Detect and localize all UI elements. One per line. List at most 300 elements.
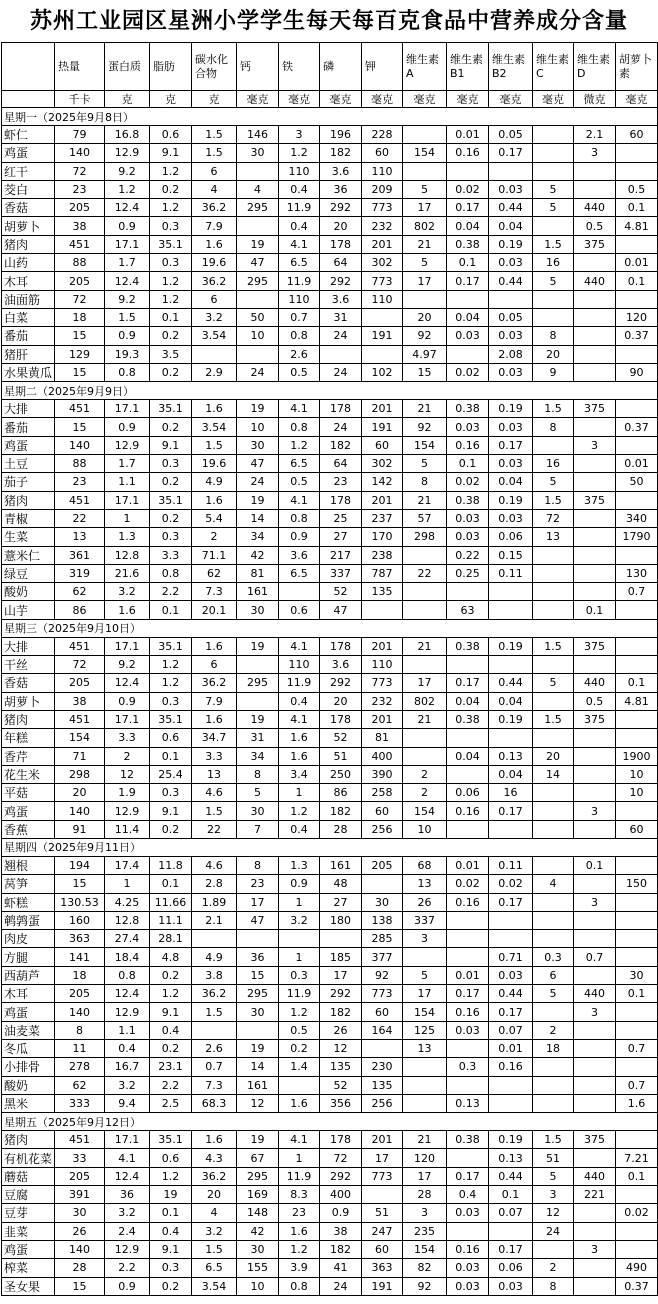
nutrient-value: 72 bbox=[55, 162, 105, 180]
nutrient-value: 12.9 bbox=[105, 436, 150, 454]
nutrient-value: 20 bbox=[533, 345, 574, 363]
nutrient-value: 23 bbox=[55, 473, 105, 491]
nutrient-value: 1.3 bbox=[279, 856, 320, 874]
nutrient-value: 1.2 bbox=[150, 985, 192, 1003]
nutrient-value: 0.03 bbox=[447, 327, 489, 345]
nutrient-value bbox=[447, 1222, 489, 1240]
table-row bbox=[2, 473, 658, 491]
nutrient-value: 185 bbox=[320, 948, 362, 966]
nutrient-value: 201 bbox=[362, 491, 403, 509]
nutrient-value: 0.44 bbox=[489, 1167, 533, 1185]
nutrient-value: 120 bbox=[616, 308, 658, 326]
nutrient-value: 140 bbox=[55, 144, 105, 162]
nutrient-value: 57 bbox=[403, 509, 447, 527]
nutrient-value: 36.2 bbox=[192, 1167, 237, 1185]
table-row bbox=[2, 875, 658, 893]
table-row bbox=[2, 509, 658, 527]
nutrient-value: 0.9 bbox=[320, 1204, 362, 1222]
nutrient-value: 0.2 bbox=[150, 418, 192, 436]
nutrient-value bbox=[574, 455, 616, 473]
table-row bbox=[2, 436, 658, 454]
nutrient-value bbox=[237, 162, 279, 180]
nutrient-value: 1.5 bbox=[192, 1240, 237, 1258]
nutrient-value bbox=[616, 656, 658, 674]
nutrient-value: 8 bbox=[533, 327, 574, 345]
nutrient-value: 0.04 bbox=[447, 308, 489, 326]
nutrient-value: 201 bbox=[362, 400, 403, 418]
nutrient-value: 10 bbox=[616, 784, 658, 802]
nutrient-value: 400 bbox=[362, 747, 403, 765]
nutrient-value: 0.17 bbox=[489, 802, 533, 820]
nutrient-value: 23 bbox=[55, 180, 105, 198]
nutrient-value: 0.4 bbox=[447, 1186, 489, 1204]
nutrient-value: 0.2 bbox=[150, 473, 192, 491]
table-row bbox=[2, 546, 658, 564]
nutrient-value: 2 bbox=[403, 784, 447, 802]
nutrient-value: 14 bbox=[237, 1058, 279, 1076]
nutrient-value bbox=[403, 729, 447, 747]
nutrient-value: 0.16 bbox=[447, 893, 489, 911]
nutrient-value: 4.1 bbox=[279, 637, 320, 655]
nutrient-value: 36.2 bbox=[192, 985, 237, 1003]
nutrient-value: 154 bbox=[403, 436, 447, 454]
nutrient-value: 110 bbox=[362, 290, 403, 308]
nutrient-value: 295 bbox=[237, 199, 279, 217]
nutrient-value: 72 bbox=[55, 290, 105, 308]
nutrient-value bbox=[403, 126, 447, 144]
nutrient-value: 3 bbox=[403, 930, 447, 948]
nutrient-value: 110 bbox=[362, 162, 403, 180]
nutrient-value bbox=[574, 930, 616, 948]
nutrient-value: 0.16 bbox=[489, 1058, 533, 1076]
nutrient-value bbox=[616, 1021, 658, 1039]
nutrient-value: 60 bbox=[362, 144, 403, 162]
nutrient-value: 4 bbox=[533, 875, 574, 893]
nutrient-value: 19 bbox=[237, 400, 279, 418]
nutrient-value: 24 bbox=[320, 363, 362, 381]
nutrient-value: 2.2 bbox=[150, 583, 192, 601]
nutrient-value: 490 bbox=[616, 1259, 658, 1277]
nutrient-value: 33 bbox=[55, 1149, 105, 1167]
unit-cell: 毫克 bbox=[279, 91, 320, 108]
food-name: 榨菜 bbox=[2, 1259, 55, 1277]
nutrient-value bbox=[447, 765, 489, 783]
nutrient-value: 0.6 bbox=[150, 729, 192, 747]
nutrient-value: 3.3 bbox=[150, 546, 192, 564]
table-row bbox=[2, 1149, 658, 1167]
nutrient-value: 19 bbox=[237, 235, 279, 253]
nutrient-value: 440 bbox=[574, 272, 616, 290]
nutrient-value: 15 bbox=[237, 966, 279, 984]
nutrient-value: 0.1 bbox=[150, 875, 192, 893]
nutrient-value bbox=[574, 1039, 616, 1057]
food-name: 木耳 bbox=[2, 272, 55, 290]
nutrient-value: 191 bbox=[362, 1277, 403, 1295]
nutrient-value: 0.9 bbox=[279, 875, 320, 893]
column-header: 胡萝卜素 bbox=[616, 43, 658, 91]
nutrient-value: 9.1 bbox=[150, 1003, 192, 1021]
nutrient-value: 0.03 bbox=[489, 966, 533, 984]
nutrient-value: 292 bbox=[320, 674, 362, 692]
nutrient-value: 21 bbox=[403, 710, 447, 728]
nutrient-value: 0.2 bbox=[150, 966, 192, 984]
table-row bbox=[2, 1222, 658, 1240]
nutrient-value: 1.2 bbox=[150, 674, 192, 692]
nutrient-value: 92 bbox=[403, 327, 447, 345]
nutrient-value bbox=[403, 583, 447, 601]
nutrient-value bbox=[447, 930, 489, 948]
nutrient-value: 5 bbox=[403, 966, 447, 984]
nutrient-value: 0.8 bbox=[105, 363, 150, 381]
nutrient-value: 1 bbox=[279, 893, 320, 911]
nutrient-value bbox=[192, 345, 237, 363]
nutrient-value: 182 bbox=[320, 144, 362, 162]
nutrient-value: 130 bbox=[616, 564, 658, 582]
nutrient-value: 196 bbox=[320, 126, 362, 144]
nutrient-value: 375 bbox=[574, 710, 616, 728]
nutrient-value: 1.7 bbox=[105, 455, 150, 473]
nutrient-value: 92 bbox=[362, 966, 403, 984]
nutrient-value: 13 bbox=[55, 528, 105, 546]
nutrient-value: 9.1 bbox=[150, 436, 192, 454]
food-name: 山芋 bbox=[2, 601, 55, 619]
table-row bbox=[2, 710, 658, 728]
nutrient-value: 92 bbox=[403, 418, 447, 436]
table-row bbox=[2, 1167, 658, 1185]
nutrient-value: 86 bbox=[55, 601, 105, 619]
nutrient-value: 140 bbox=[55, 436, 105, 454]
day-section-header bbox=[2, 619, 658, 637]
nutrient-value: 24 bbox=[237, 473, 279, 491]
nutrient-value: 1.6 bbox=[279, 747, 320, 765]
nutrient-value: 47 bbox=[237, 254, 279, 272]
nutrient-value: 3 bbox=[574, 1003, 616, 1021]
nutrient-value: 18.4 bbox=[105, 948, 150, 966]
nutrient-value bbox=[237, 345, 279, 363]
nutrient-value: 16 bbox=[533, 254, 574, 272]
nutrient-value: 390 bbox=[362, 765, 403, 783]
unit-cell: 毫克 bbox=[362, 91, 403, 108]
nutrient-value: 0.38 bbox=[447, 637, 489, 655]
nutrient-value: 0.19 bbox=[489, 1131, 533, 1149]
column-header: 磷 bbox=[320, 43, 362, 91]
nutrient-value: 292 bbox=[320, 1167, 362, 1185]
nutrient-value: 72 bbox=[533, 509, 574, 527]
nutrient-value: 5 bbox=[237, 784, 279, 802]
food-name: 猪肝 bbox=[2, 345, 55, 363]
nutrient-value: 0.5 bbox=[574, 217, 616, 235]
nutrient-value: 1.2 bbox=[150, 162, 192, 180]
nutrient-value bbox=[533, 1076, 574, 1094]
table-row bbox=[2, 254, 658, 272]
nutrient-value: 0.01 bbox=[447, 966, 489, 984]
unit-cell: 克 bbox=[192, 91, 237, 108]
nutrient-value bbox=[533, 546, 574, 564]
nutrient-value: 6.5 bbox=[279, 455, 320, 473]
nutrient-value: 0.2 bbox=[150, 820, 192, 838]
nutrient-value: 20 bbox=[55, 784, 105, 802]
nutrient-value: 1.89 bbox=[192, 893, 237, 911]
nutrient-value: 0.13 bbox=[447, 1094, 489, 1112]
nutrient-value: 17 bbox=[403, 272, 447, 290]
nutrient-value bbox=[616, 1240, 658, 1258]
day-label: 星期一（2025年9月8日） bbox=[2, 108, 658, 126]
nutrient-value: 12 bbox=[105, 765, 150, 783]
table-row bbox=[2, 985, 658, 1003]
table-row bbox=[2, 802, 658, 820]
nutrient-value: 68.3 bbox=[192, 1094, 237, 1112]
page-title: 苏州工业园区星洲小学学生每天每百克食品中营养成分含量 bbox=[29, 8, 628, 34]
nutrient-value: 20 bbox=[403, 308, 447, 326]
table-row bbox=[2, 1204, 658, 1222]
nutrient-value bbox=[447, 345, 489, 363]
nutrient-value: 0.03 bbox=[489, 455, 533, 473]
nutrient-value: 50 bbox=[616, 473, 658, 491]
nutrient-value: 205 bbox=[55, 199, 105, 217]
nutrient-value: 3 bbox=[574, 144, 616, 162]
nutrient-value: 0.04 bbox=[447, 692, 489, 710]
nutrient-value: 169 bbox=[237, 1186, 279, 1204]
nutrient-value: 27 bbox=[320, 528, 362, 546]
nutrient-value: 8.3 bbox=[279, 1186, 320, 1204]
nutrient-value: 1.5 bbox=[533, 491, 574, 509]
nutrient-value: 23 bbox=[320, 473, 362, 491]
nutrient-value: 164 bbox=[362, 1021, 403, 1039]
table-row bbox=[2, 1240, 658, 1258]
nutrient-value: 0.3 bbox=[447, 1058, 489, 1076]
food-name: 翘根 bbox=[2, 856, 55, 874]
food-name: 胡萝卜 bbox=[2, 217, 55, 235]
nutrient-value: 17 bbox=[403, 985, 447, 1003]
food-name: 香芹 bbox=[2, 747, 55, 765]
nutrient-value: 30 bbox=[237, 601, 279, 619]
nutrient-value: 0.04 bbox=[489, 473, 533, 491]
nutrient-value: 0.11 bbox=[489, 564, 533, 582]
nutrient-value: 0.19 bbox=[489, 235, 533, 253]
nutrient-value: 4.9 bbox=[192, 473, 237, 491]
table-row bbox=[2, 272, 658, 290]
nutrient-value: 110 bbox=[362, 656, 403, 674]
nutrient-value: 292 bbox=[320, 272, 362, 290]
nutrient-value bbox=[616, 930, 658, 948]
nutrient-value: 8 bbox=[533, 1277, 574, 1295]
nutrient-value: 21.6 bbox=[105, 564, 150, 582]
nutrient-value: 0.19 bbox=[489, 400, 533, 418]
nutrient-value: 0.8 bbox=[279, 1277, 320, 1295]
header-row bbox=[2, 43, 658, 91]
nutrient-value: 0.1 bbox=[150, 601, 192, 619]
nutrient-value: 135 bbox=[320, 1058, 362, 1076]
nutrient-value: 26 bbox=[55, 1222, 105, 1240]
nutrient-value: 0.8 bbox=[279, 509, 320, 527]
nutrient-value: 201 bbox=[362, 235, 403, 253]
nutrient-value: 0.17 bbox=[489, 1240, 533, 1258]
nutrient-value: 38 bbox=[55, 217, 105, 235]
nutrient-value bbox=[533, 1094, 574, 1112]
nutrient-value: 1.6 bbox=[192, 1131, 237, 1149]
column-header: 脂肪 bbox=[150, 43, 192, 91]
nutrient-value bbox=[362, 875, 403, 893]
nutrient-value bbox=[533, 126, 574, 144]
nutrient-value: 19 bbox=[237, 1131, 279, 1149]
nutrient-value: 5 bbox=[533, 1167, 574, 1185]
table-body bbox=[2, 108, 658, 1296]
nutrient-value: 18 bbox=[55, 966, 105, 984]
nutrient-value: 1.6 bbox=[192, 235, 237, 253]
nutrient-value: 27 bbox=[320, 893, 362, 911]
nutrient-value: 182 bbox=[320, 1003, 362, 1021]
nutrient-value bbox=[574, 656, 616, 674]
nutrient-value: 4 bbox=[237, 180, 279, 198]
nutrient-value: 17.1 bbox=[105, 637, 150, 655]
nutrient-value: 1 bbox=[279, 784, 320, 802]
nutrient-value: 230 bbox=[362, 1058, 403, 1076]
nutrient-value: 0.3 bbox=[150, 784, 192, 802]
nutrient-value: 3 bbox=[574, 802, 616, 820]
nutrient-value: 3.2 bbox=[192, 308, 237, 326]
table-row bbox=[2, 1131, 658, 1149]
nutrient-value: 1.2 bbox=[105, 180, 150, 198]
nutrient-value: 6.5 bbox=[279, 564, 320, 582]
nutrient-value: 0.9 bbox=[105, 692, 150, 710]
nutrient-value: 292 bbox=[320, 985, 362, 1003]
nutrient-value: 41 bbox=[320, 1259, 362, 1277]
nutrient-value: 182 bbox=[320, 1240, 362, 1258]
nutrient-value bbox=[574, 1021, 616, 1039]
nutrient-value bbox=[574, 1204, 616, 1222]
nutrient-value: 6 bbox=[192, 656, 237, 674]
nutrient-value: 86 bbox=[320, 784, 362, 802]
nutrient-value: 333 bbox=[55, 1094, 105, 1112]
nutrient-value: 140 bbox=[55, 802, 105, 820]
nutrient-value: 0.13 bbox=[489, 747, 533, 765]
nutrient-value: 0.17 bbox=[489, 436, 533, 454]
nutrient-value: 0.2 bbox=[150, 1039, 192, 1057]
nutrient-value: 12.8 bbox=[105, 911, 150, 929]
nutrient-value bbox=[574, 820, 616, 838]
nutrient-value: 17 bbox=[403, 199, 447, 217]
day-section-header bbox=[2, 382, 658, 400]
nutrient-value: 11.9 bbox=[279, 1167, 320, 1185]
nutrient-value: 0.4 bbox=[279, 180, 320, 198]
nutrient-value: 178 bbox=[320, 1131, 362, 1149]
nutrient-value: 0.04 bbox=[489, 217, 533, 235]
food-name: 冬瓜 bbox=[2, 1039, 55, 1057]
nutrient-value: 0.2 bbox=[279, 1039, 320, 1057]
nutrient-value: 363 bbox=[55, 930, 105, 948]
nutrient-value: 31 bbox=[320, 308, 362, 326]
nutrient-value: 1 bbox=[279, 1149, 320, 1167]
nutrient-value bbox=[533, 217, 574, 235]
nutrient-value: 1.6 bbox=[192, 491, 237, 509]
nutrient-value: 27.4 bbox=[105, 930, 150, 948]
nutrient-value: 4.8 bbox=[150, 948, 192, 966]
table-row bbox=[2, 784, 658, 802]
nutrient-value bbox=[533, 856, 574, 874]
table-row bbox=[2, 199, 658, 217]
nutrient-value: 15 bbox=[55, 327, 105, 345]
nutrient-value: 0.38 bbox=[447, 400, 489, 418]
nutrient-value: 1.1 bbox=[105, 1021, 150, 1039]
nutrient-value: 0.04 bbox=[489, 692, 533, 710]
nutrient-value bbox=[533, 802, 574, 820]
nutrient-value: 440 bbox=[574, 674, 616, 692]
nutrient-value: 1790 bbox=[616, 528, 658, 546]
nutrient-value: 2.5 bbox=[150, 1094, 192, 1112]
nutrient-value: 0.9 bbox=[279, 528, 320, 546]
nutrition-table bbox=[1, 42, 658, 1296]
nutrient-value: 79 bbox=[55, 126, 105, 144]
nutrient-value: 71 bbox=[55, 747, 105, 765]
nutrient-value: 205 bbox=[55, 985, 105, 1003]
nutrient-value: 1.6 bbox=[279, 1222, 320, 1240]
nutrient-value: 10 bbox=[237, 327, 279, 345]
nutrient-value: 256 bbox=[362, 820, 403, 838]
table-row bbox=[2, 656, 658, 674]
nutrient-value: 154 bbox=[403, 144, 447, 162]
nutrient-value: 228 bbox=[362, 126, 403, 144]
nutrient-value bbox=[533, 656, 574, 674]
nutrient-value: 30 bbox=[237, 1003, 279, 1021]
nutrient-value: 302 bbox=[362, 455, 403, 473]
nutrient-value: 72 bbox=[55, 656, 105, 674]
nutrient-value: 12.4 bbox=[105, 199, 150, 217]
table-row bbox=[2, 1094, 658, 1112]
nutrient-value: 6.5 bbox=[279, 254, 320, 272]
nutrient-value: 3.6 bbox=[320, 290, 362, 308]
food-name: 猪肉 bbox=[2, 235, 55, 253]
nutrient-value: 148 bbox=[237, 1204, 279, 1222]
nutrient-value: 201 bbox=[362, 637, 403, 655]
column-header: 钙 bbox=[237, 43, 279, 91]
nutrient-value: 0.03 bbox=[489, 363, 533, 381]
nutrient-value bbox=[279, 1076, 320, 1094]
nutrient-value: 8 bbox=[237, 765, 279, 783]
nutrient-value: 258 bbox=[362, 784, 403, 802]
food-name: 有机花菜 bbox=[2, 1149, 55, 1167]
nutrient-value bbox=[533, 583, 574, 601]
nutrient-value: 400 bbox=[320, 1186, 362, 1204]
nutrient-value: 0.9 bbox=[105, 1277, 150, 1295]
food-name: 油麦菜 bbox=[2, 1021, 55, 1039]
nutrient-value: 23 bbox=[237, 875, 279, 893]
nutrient-value: 802 bbox=[403, 692, 447, 710]
nutrient-value: 194 bbox=[55, 856, 105, 874]
nutrient-value: 0.1 bbox=[574, 601, 616, 619]
nutrient-value: 1.6 bbox=[192, 710, 237, 728]
nutrient-value: 5 bbox=[533, 272, 574, 290]
nutrient-value bbox=[574, 290, 616, 308]
nutrient-value: 161 bbox=[320, 856, 362, 874]
nutrient-value: 8 bbox=[55, 1021, 105, 1039]
nutrient-value bbox=[403, 948, 447, 966]
nutrient-value: 48 bbox=[320, 875, 362, 893]
nutrient-value: 375 bbox=[574, 637, 616, 655]
nutrient-value: 154 bbox=[403, 1003, 447, 1021]
nutrient-value: 182 bbox=[320, 436, 362, 454]
nutrient-value: 2 bbox=[533, 1259, 574, 1277]
unit-cell: 毫克 bbox=[447, 91, 489, 108]
nutrient-value: 8 bbox=[237, 856, 279, 874]
nutrient-value: 36 bbox=[237, 948, 279, 966]
nutrient-value: 24 bbox=[237, 363, 279, 381]
nutrient-value: 0.03 bbox=[447, 1021, 489, 1039]
food-name: 年糕 bbox=[2, 729, 55, 747]
nutrient-value: 232 bbox=[362, 692, 403, 710]
nutrient-value: 6 bbox=[533, 966, 574, 984]
nutrient-value: 17.1 bbox=[105, 491, 150, 509]
nutrient-value bbox=[616, 290, 658, 308]
